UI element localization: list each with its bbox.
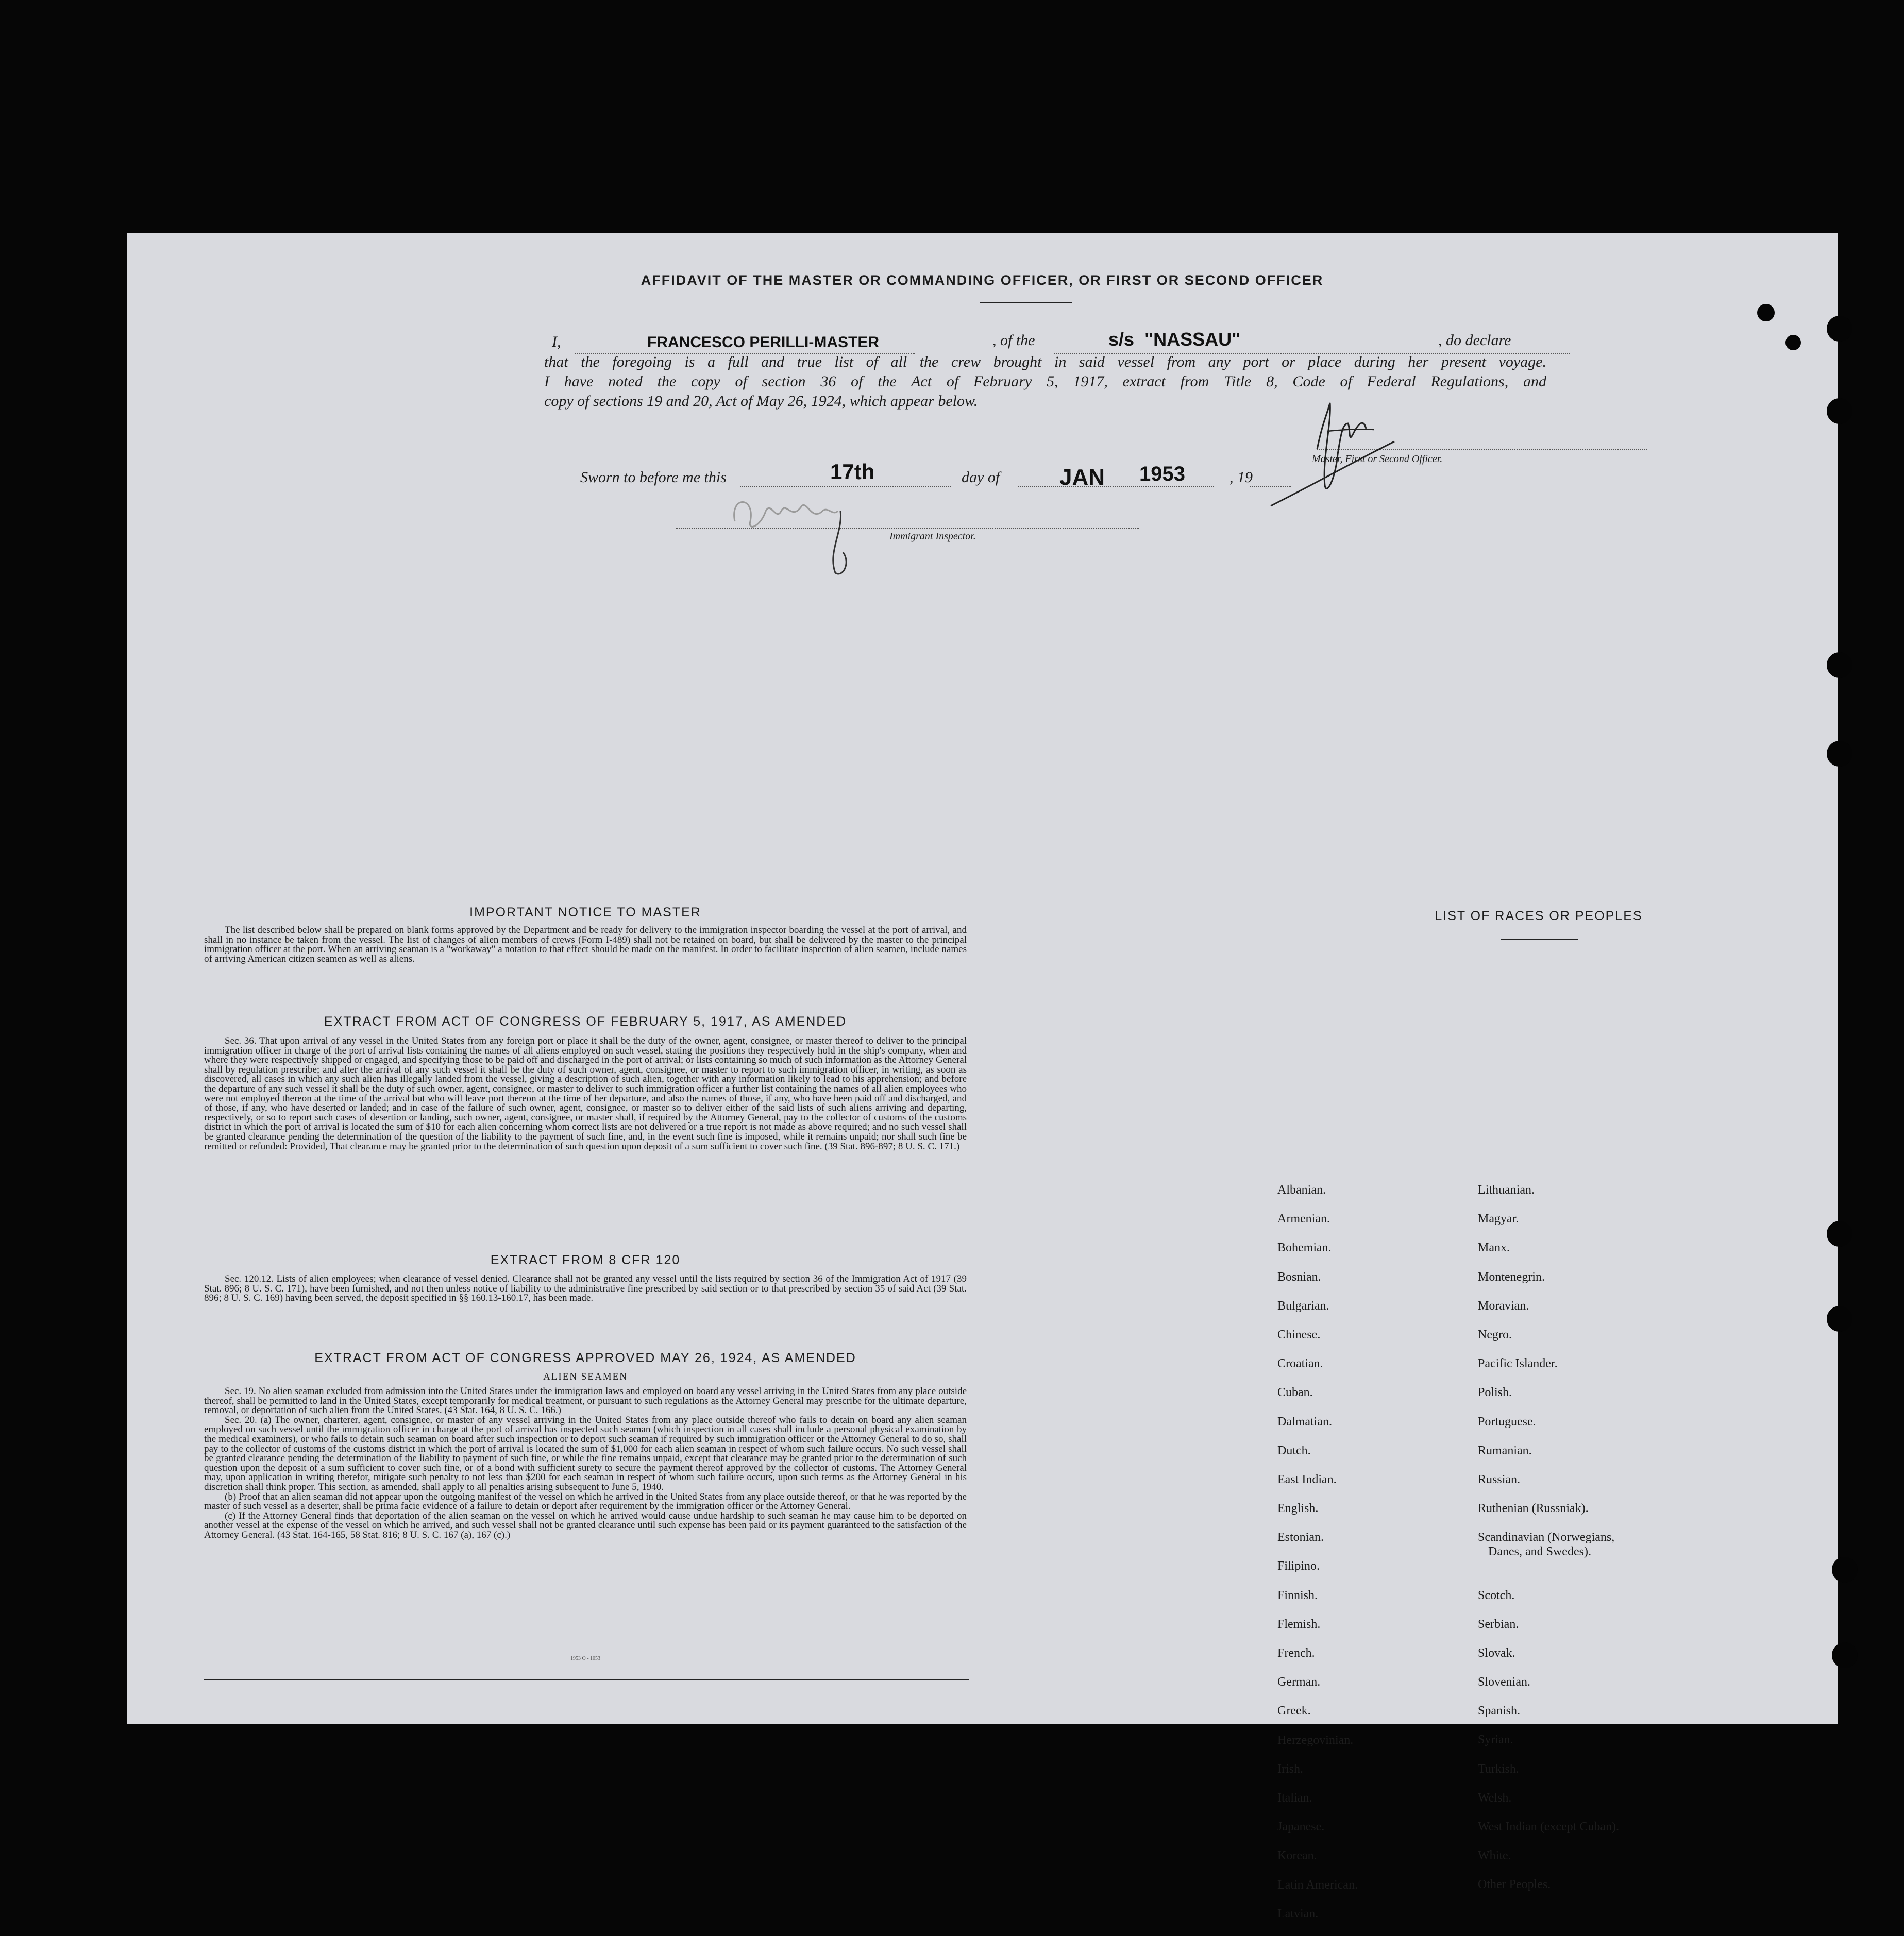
race-item: Irish. — [1277, 1762, 1303, 1776]
master-caption: Master, First or Second Officer. — [1312, 453, 1443, 465]
race-item: Serbian. — [1478, 1617, 1519, 1631]
punch-hole — [1827, 652, 1852, 678]
race-item: Greek. — [1277, 1704, 1311, 1718]
race-item: Flemish. — [1277, 1617, 1321, 1631]
sworn-day: 17th — [830, 460, 875, 484]
extract-1924-p3: (b) Proof that an alien seaman did not appear upon the outgoing manifest of the vessel on which he arrived in the United States from any place outside thereof, or that he was reported by the master of such vessel as a deserter, shall be prima facie evidence of a failure to detain or deport after requirement by the immigration officer or the Attorney General. — [204, 1491, 967, 1512]
day-of-label: day of — [962, 469, 1000, 486]
punch-hole — [1827, 398, 1852, 424]
vessel-prefix: s/s — [1108, 329, 1135, 350]
extract-cfr-heading: EXTRACT FROM 8 CFR 120 — [490, 1253, 681, 1267]
race-item: Pacific Islander. — [1478, 1357, 1558, 1371]
sworn-label: Sworn to before me this — [580, 469, 727, 486]
race-item: Manx. — [1478, 1241, 1510, 1255]
year-prefix: , 19 — [1229, 469, 1253, 486]
extract-1924-body — [204, 1387, 967, 1540]
sworn-month: JAN — [1059, 465, 1105, 490]
race-item: Rumanian. — [1478, 1443, 1532, 1457]
race-item: Filipino. — [1277, 1559, 1320, 1573]
month-line — [1018, 486, 1214, 487]
vessel-name: "NASSAU" — [1144, 329, 1241, 350]
document-page — [127, 233, 1838, 1921]
races-right-column — [1478, 1183, 1694, 1907]
punch-hole — [1827, 741, 1852, 767]
punch-hole — [1827, 316, 1852, 342]
bottom-rule — [204, 1679, 969, 1680]
race-item: West Indian (except Cuban). — [1478, 1820, 1619, 1834]
punch-hole — [1785, 335, 1801, 350]
punch-hole — [1832, 1642, 1858, 1668]
race-item: Herzegovinian. — [1277, 1733, 1354, 1747]
race-item: White. — [1478, 1849, 1511, 1863]
race-item: Japanese. — [1277, 1820, 1325, 1834]
inspector-caption: Immigrant Inspector. — [889, 531, 976, 542]
race-item: Ruthenian (Russniak). — [1478, 1502, 1589, 1516]
punch-hole — [1827, 1221, 1852, 1247]
extract-1924-p1: Sec. 19. No alien seaman excluded from admission into the United States under the immigration laws and employed on board any vessel arriving in the United States from any place outside thereof, shall be permitted to land in the United States, except temporarily for medical treatment, or pursuant to such regulations as the Attorney General may prescribe for the ultimate departure, removal, or deportation of such alien from the United States. (43 Stat. 164, 8 U. S. C. 166.) — [204, 1386, 967, 1416]
extract-cfr-text: Sec. 120.12. Lists of alien employees; when clearance of vessel denied. Clearance shall not be granted any vessel until the lists required by section 36 of the Immigration Act of 1917 (39 Stat. 896; 8 U. S. C. 171), have been furnished, and not then unless notice of liability to the administrative fine prescribed by said section or to that prescribed by section 35 of said Act (39 Stat. 896; 8 U. S. C. 169) having been served, the deposit specified in §§ 160.13-160.17, has been made. — [204, 1273, 967, 1304]
race-item: Danes, and Swedes). — [1488, 1545, 1591, 1559]
race-item: Chinese. — [1277, 1328, 1321, 1341]
punch-hole — [1827, 1306, 1852, 1332]
race-item: Korean. — [1277, 1849, 1317, 1863]
race-item: Lithuanian. — [1478, 1183, 1535, 1197]
race-item: East Indian. — [1277, 1472, 1337, 1486]
affidavit-line-2: that the foregoing is a full and true list of all the crew brought in said vessel from any port or place during her present voyage. — [544, 353, 1546, 370]
race-item: Syrian. — [1478, 1733, 1513, 1747]
pronoun: I, — [552, 333, 561, 350]
extract-cfr-body — [204, 1275, 967, 1303]
race-item: Portuguese. — [1478, 1415, 1536, 1429]
print-code: 1953 O - 1053 — [570, 1656, 601, 1661]
extract-1917-text: Sec. 36. That upon arrival of any vessel in the United States from any foreign port or place it shall be the duty of the owner, agent, consignee, or master thereof to deliver to the principal immigration officer in charge of the port of arrival lists containing the names of all aliens employed on such vessel, stating the positions they respectively hold in the ship's company, when and where they were respectively shipped or engaged, and specifying those to be paid off and discharged in the port of arrival; or lists containing so much of such information as the Attorney General shall by regulation prescribe; and after the arrival of any such vessel it shall be the duty of such owner, agent, consignee, or master to report to such immigration officer, in writing, as soon as discovered, all cases in which any such alien has illegally landed from the vessel, giving a description of such alien, together with any information likely to lead to his apprehension; and before the departure of any such vessel it shall be the duty of such owner, agent, consignee, or master to deliver to such immigration officer a further list containing the names of all alien employees who were not employed thereon at the time of the arrival but who will leave port thereon at the time of her departure, and also the names of those, if any, who have been paid off and discharged, and of those, if any, who have deserted or landed; and in case of the failure of such owner, agent, consignee, or master so to deliver either of the said lists of such aliens arriving and departing, respectively, or so to report such cases of desertion or landing, such owner, agent, consignee, or master shall, if required by the Attorney General, pay to the collector of customs of the customs district in which the port of arrival is located the sum of $10 for each alien concerning whom correct lists are not delivered or a true report is not made as above required; and no such vessel shall be granted clearance pending the determination of the question of the liability to the payment of such fine, and, in the event such fine is imposed, while it remains unpaid; nor shall such fine be remitted or refunded: Provided, That clearance may be granted prior to the determination of such question upon deposit of a sum sufficient to cover such fine. (39 Stat. 896-897; 8 U. S. C. 171.) — [204, 1035, 967, 1152]
extract-1917-body — [204, 1037, 967, 1151]
notice-text: The list described below shall be prepared on blank forms approved by the Department and be ready for delivery to the immigration inspector boarding the vessel at the port of arrival, and shall in no instance be taken from the vessel. The list of changes of alien members of crews (Form I-489) shall not be retained on board, but shall be delivered by the master to the principal immigration officer at the port. When an arriving seaman is a "workaway" a notation to that effect should be made on the manifest. In order to facilitate inspection of alien seamen, include names of arriving American citizen seamen as well as aliens. — [204, 925, 967, 964]
race-item: Slovak. — [1478, 1646, 1515, 1660]
race-item: English. — [1277, 1502, 1319, 1516]
race-item: Dutch. — [1277, 1443, 1311, 1457]
notice-heading: IMPORTANT NOTICE TO MASTER — [469, 905, 701, 920]
notice-body — [204, 926, 967, 964]
sworn-year: 1953 — [1139, 463, 1185, 485]
affidavit-line-4: copy of sections 19 and 20, Act of May 26, 1924, which appear below. — [544, 393, 978, 410]
race-item: Scotch. — [1478, 1588, 1515, 1602]
extract-1924-p2: Sec. 20. (a) The owner, charterer, agent, consignee, or master of any vessel arriving in the United States from any place outside thereof who fails to detain on board any alien seaman employed on such vessel until the immigration officer in charge at the port of arrival has inspected such seaman (which inspection in all cases shall include a personal physical examination by the medical examiners), or who fails to detain such seaman on board after such inspection or to deport such seaman if required by such immigration officer or the Attorney General to do so, shall pay to the collector of customs of the customs district in which the port of arrival is located the sum of $1,000 for each alien seaman in respect of whom such failure occurs. No such vessel shall be granted clearance pending the determination of the liability to payment of such fine, or while the fine remains unpaid, except that clearance may be granted prior to the determination of such question upon the deposit of a sum sufficient to cover such fine, or of a bond with sufficient surety to secure the payment thereof approved by the collector of customs. The Attorney General may, upon application in writing therefor, mitigate such penalty to not less than $200 for each seaman in respect of whom such failure occurs, upon such terms as the Attorney General in his discretion shall think proper. This section, as amended, shall apply to all penalties arising subsequent to June 5, 1940. — [204, 1414, 967, 1492]
race-item: Bohemian. — [1277, 1241, 1332, 1255]
race-item: Latvian. — [1277, 1907, 1319, 1921]
race-item: Armenian. — [1277, 1212, 1330, 1226]
races-heading: LIST OF RACES OR PEOPLES — [1435, 909, 1643, 923]
race-item: Other Peoples. — [1478, 1878, 1551, 1892]
inspector-signature — [724, 475, 879, 578]
extract-1924-subheading: ALIEN SEAMEN — [543, 1371, 628, 1382]
master-signature — [1266, 393, 1420, 516]
extract-1924-p4: (c) If the Attorney General finds that deportation of the alien seaman on the vessel on which he arrived would cause undue hardship to such seaman he may cause him to be deported on another vessel at the expense of the vessel on which he arrived, and such vessel shall not be granted clearance until such expense has been paid or its payment guaranteed to the satisfaction of the Attorney General. (43 Stat. 164-165, 58 Stat. 816; 8 U. S. C. 167 (a), 167 (c).) — [204, 1510, 967, 1540]
race-item: Bosnian. — [1277, 1270, 1321, 1284]
races-divider — [1501, 939, 1578, 940]
race-item: Polish. — [1478, 1386, 1512, 1400]
race-item: Turkish. — [1478, 1762, 1519, 1776]
race-item: Dalmatian. — [1277, 1415, 1332, 1429]
races-left-column — [1277, 1183, 1432, 1936]
race-item: Albanian. — [1277, 1183, 1326, 1197]
race-item: Cuban. — [1277, 1386, 1313, 1400]
race-item: Spanish. — [1478, 1704, 1521, 1718]
race-item: Slovenian. — [1478, 1675, 1530, 1689]
race-item: Montenegrin. — [1478, 1270, 1545, 1284]
extract-1924-heading: EXTRACT FROM ACT OF CONGRESS APPROVED MAY 26, 1924, AS AMENDED — [314, 1351, 856, 1365]
declare-label: , do declare — [1438, 332, 1511, 349]
title-divider — [980, 302, 1072, 303]
race-item: Welsh. — [1478, 1791, 1512, 1805]
affidavit-title: AFFIDAVIT OF THE MASTER OR COMMANDING OFFICER, OR FIRST OR SECOND OFFICER — [641, 273, 1324, 288]
extract-1917-heading: EXTRACT FROM ACT OF CONGRESS OF FEBRUARY 5, 1917, AS AMENDED — [324, 1014, 847, 1029]
race-item: Latin American. — [1277, 1878, 1358, 1892]
race-item: Croatian. — [1277, 1357, 1323, 1371]
race-item: Moravian. — [1478, 1299, 1529, 1313]
race-item: Estonian. — [1277, 1531, 1324, 1544]
race-item: French. — [1277, 1646, 1315, 1660]
master-name: FRANCESCO PERILLI-MASTER — [647, 334, 879, 351]
race-item: Bulgarian. — [1277, 1299, 1329, 1313]
race-item: Italian. — [1277, 1791, 1312, 1805]
punch-hole — [1832, 1557, 1858, 1583]
punch-hole — [1757, 304, 1775, 321]
race-item: Negro. — [1478, 1328, 1512, 1341]
race-item: Finnish. — [1277, 1588, 1318, 1602]
race-item: German. — [1277, 1675, 1321, 1689]
race-item: Magyar. — [1478, 1212, 1519, 1226]
race-item: Scandinavian (Norwegians, — [1478, 1531, 1615, 1544]
race-item: Russian. — [1478, 1472, 1521, 1486]
of-the-label: , of the — [992, 332, 1035, 349]
affidavit-line-3: I have noted the copy of section 36 of the Act of February 5, 1917, extract from Title 8, Code of Federal Regulations, and — [544, 373, 1546, 390]
